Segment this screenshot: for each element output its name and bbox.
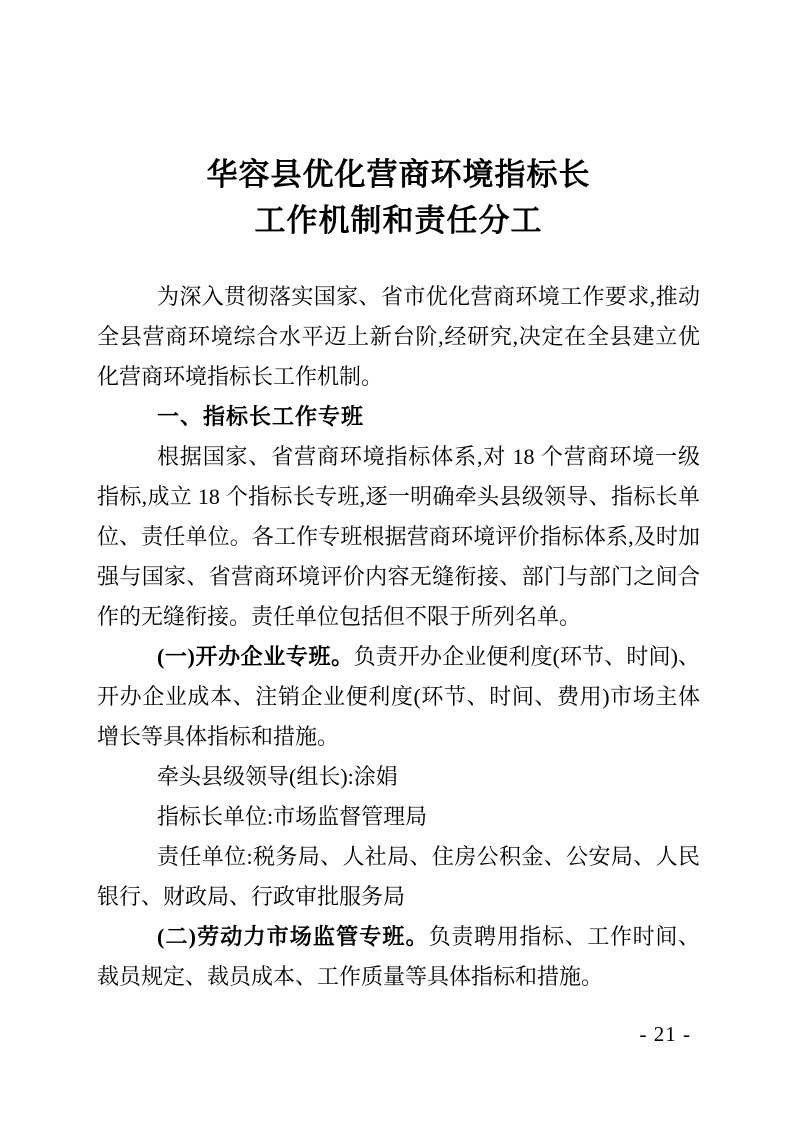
team-1-name: (一)开办企业专班。: [157, 644, 354, 669]
section-1-intro-paragraph: 根据国家、省营商环境指标体系,对 18 个营商环境一级指标,成立 18 个指标长专班,逐一明确牵头县级领导、指标长单位、责任单位。各工作专班根据营商环境评价指标体系,及时加强与国家、省营商环境评价内容无缝衔接、部门与部门之间合作的无缝衔接。责任单位包括但不限于所列名单。: [97, 444, 700, 629]
team-1-responsible-units-line: 责任单位:税务局、人社局、住房公积金、公安局、人民银行、财政局、行政审批服务局: [97, 844, 700, 909]
team-2-name: (二)劳动力市场监管专班。: [157, 924, 429, 949]
team-1-indicator-unit-line: 指标长单位:市场监督管理局: [157, 804, 428, 829]
page-number: - 21 -: [639, 1022, 691, 1046]
team-2-duties: 负责聘用指标、工作时间、裁员规定、裁员成本、工作质量等具体指标和措施。: [97, 924, 700, 989]
document-title: [97, 152, 700, 244]
document-body: [97, 277, 700, 997]
title-line-2: 工作机制和责任分工: [254, 203, 543, 239]
section-1-heading: 一、指标长工作专班: [157, 404, 365, 429]
title-line-1: 华容县优化营商环境指标长: [206, 157, 591, 193]
team-1-leader-line: 牵头县级领导(组长):涂娟: [157, 764, 398, 789]
team-1-paragraph: [97, 637, 700, 757]
team-2-paragraph: [97, 917, 700, 997]
team-1-duties: 负责开办企业便利度(环节、时间)、开办企业成本、注销企业便利度(环节、时间、费用)市场主体增长等具体指标和措施。: [97, 644, 700, 749]
intro-paragraph: 为深入贯彻落实国家、省市优化营商环境工作要求,推动全县营商环境综合水平迈上新台阶,经研究,决定在全县建立优化营商环境指标长工作机制。: [97, 284, 700, 389]
